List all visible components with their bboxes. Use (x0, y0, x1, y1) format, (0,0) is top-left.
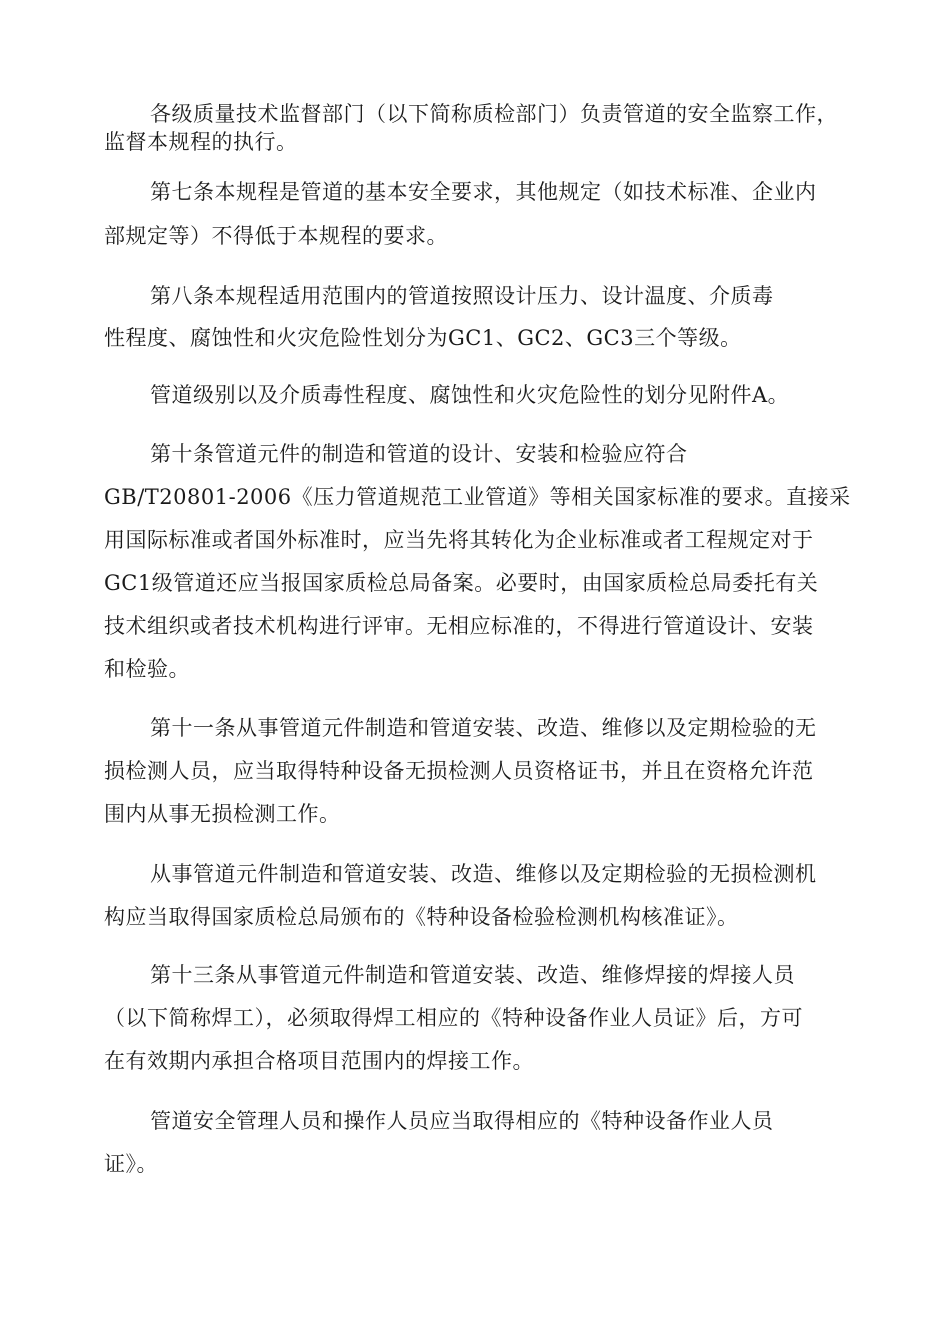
paragraph-8-line-3: 在有效期内承担合格项目范围内的焊接工作。 (104, 1049, 534, 1073)
paragraph-2-line-1: 第七条本规程是管道的基本安全要求，其他规定（如技术标准、企业内 (150, 180, 817, 204)
paragraph-8-line-2: （以下简称焊工），必须取得焊工相应的《特种设备作业人员证》后，方可 (104, 1006, 803, 1030)
paragraph-2-line-2: 部规定等）不得低于本规程的要求。 (104, 224, 448, 248)
paragraph-1-line-1: 各级质量技术监督部门（以下简称质检部门）负责管道的安全监察工作， (150, 102, 838, 126)
paragraph-5-line-6: 和检验。 (104, 657, 190, 681)
paragraph-6-line-2: 损检测人员，应当取得特种设备无损检测人员资格证书，并且在资格允许范 (104, 759, 814, 783)
paragraph-4-line-1: 管道级别以及介质毒性程度、腐蚀性和火灾危险性的划分见附件A。 (150, 383, 790, 407)
paragraph-5-line-3: 用国际标准或者国外标准时，应当先将其转化为企业标准或者工程规定对于 (104, 528, 814, 552)
paragraph-1-line-2: 监督本规程的执行。 (104, 130, 298, 154)
paragraph-5-line-5: 技术组织或者技术机构进行评审。无相应标准的，不得进行管道设计、安装 (104, 614, 814, 638)
paragraph-9-line-2: 证》。 (104, 1152, 158, 1176)
paragraph-7-line-1: 从事管道元件制造和管道安装、改造、维修以及定期检验的无损检测机 (150, 862, 817, 886)
paragraph-7-line-2: 构应当取得国家质检总局颁布的《特种设备检验检测机构核准证》。 (104, 905, 739, 929)
paragraph-5-line-2: GB/T20801-2006《压力管道规范工业管道》等相关国家标准的要求。直接采 (104, 485, 851, 509)
paragraph-5-line-4: GC1级管道还应当报国家质检总局备案。必要时，由国家质检总局委托有关 (104, 571, 819, 595)
paragraph-6-line-3: 围内从事无损检测工作。 (104, 802, 341, 826)
paragraph-3-line-1: 第八条本规程适用范围内的管道按照设计压力、设计温度、介质毒 (150, 284, 774, 308)
paragraph-8-line-1: 第十三条从事管道元件制造和管道安装、改造、维修焊接的焊接人员 (150, 963, 795, 987)
paragraph-3-line-2: 性程度、腐蚀性和火灾危险性划分为GC1、GC2、GC3三个等级。 (104, 326, 742, 350)
paragraph-5-line-1: 第十条管道元件的制造和管道的设计、安装和检验应符合 (150, 442, 688, 466)
paragraph-9-line-1: 管道安全管理人员和操作人员应当取得相应的《特种设备作业人员 (150, 1109, 774, 1133)
paragraph-6-line-1: 第十一条从事管道元件制造和管道安装、改造、维修以及定期检验的无 (150, 716, 817, 740)
